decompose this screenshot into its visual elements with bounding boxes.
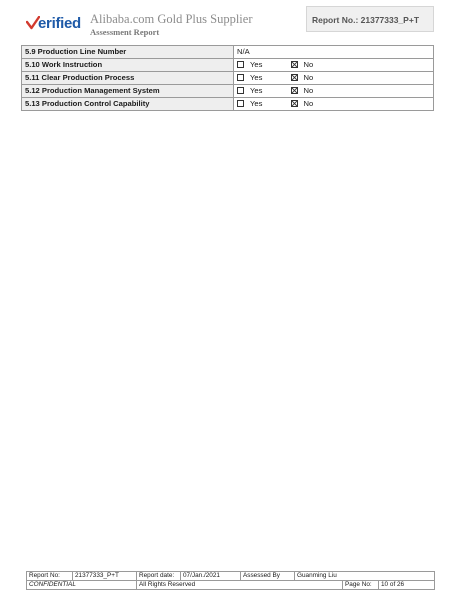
table-row (22, 84, 434, 97)
footer-row (27, 581, 435, 590)
row-label: 5.12 Production Management System (22, 84, 234, 97)
unchecked-box-icon (237, 61, 244, 68)
unchecked-box-icon (237, 74, 244, 81)
assessment-table (21, 45, 434, 111)
table-row (22, 97, 434, 110)
footer-report-no-value: 21377333_P+T (73, 572, 137, 581)
footer-page-label: Page No: (343, 581, 379, 590)
row-label: 5.9 Production Line Number (22, 46, 234, 59)
yes-option[interactable] (237, 85, 262, 96)
yes-option[interactable] (237, 72, 262, 83)
row-label: 5.13 Production Control Capability (22, 97, 234, 110)
no-option[interactable] (291, 98, 314, 109)
yes-label: Yes (250, 59, 263, 69)
unchecked-box-icon (237, 100, 244, 107)
no-label: No (303, 85, 314, 95)
footer-row (27, 572, 435, 581)
footer-assessed-by-label: Assessed By (241, 572, 295, 581)
footer-assessed-by-value: Guanming Liu (295, 572, 435, 581)
yes-label: Yes (250, 98, 263, 108)
checked-box-icon (291, 87, 298, 94)
no-label: No (303, 98, 314, 108)
yes-label: Yes (250, 72, 263, 82)
footer-report-date-label: Report date: (137, 572, 181, 581)
checked-box-icon (291, 74, 298, 81)
table-row (22, 46, 434, 59)
unchecked-box-icon (237, 87, 244, 94)
table-row (22, 58, 434, 71)
footer-rights: All Rights Reserved (137, 581, 343, 590)
checked-box-icon (291, 61, 298, 68)
footer-report-no-label: Report No: (27, 572, 73, 581)
document-title: Alibaba.com Gold Plus Supplier (90, 12, 253, 26)
document-subtitle: Assessment Report (90, 27, 160, 37)
no-option[interactable] (291, 72, 314, 83)
row-label: 5.11 Clear Production Process (22, 71, 234, 84)
row-label: 5.10 Work Instruction (22, 58, 234, 71)
row-options (234, 84, 434, 97)
yes-option[interactable] (237, 98, 262, 109)
footer-confidential: CONFIDENTIAL (27, 581, 137, 590)
no-label: No (303, 59, 314, 69)
no-option[interactable] (291, 85, 314, 96)
row-options (234, 71, 434, 84)
logo-text: erified (38, 14, 81, 32)
table-row (22, 71, 434, 84)
row-options (234, 58, 434, 71)
verified-logo (26, 12, 86, 34)
no-label: No (303, 72, 314, 82)
footer-page-value: 10 of 26 (379, 581, 435, 590)
no-option[interactable] (291, 59, 314, 70)
page-footer (26, 571, 435, 590)
yes-label: Yes (250, 85, 263, 95)
row-value: N/A (234, 46, 434, 59)
yes-option[interactable] (237, 59, 262, 70)
footer-report-date-value: 07/Jan./2021 (181, 572, 241, 581)
row-options (234, 97, 434, 110)
report-number-box: Report No.: 21377333_P+T (306, 6, 434, 32)
checked-box-icon (291, 100, 298, 107)
